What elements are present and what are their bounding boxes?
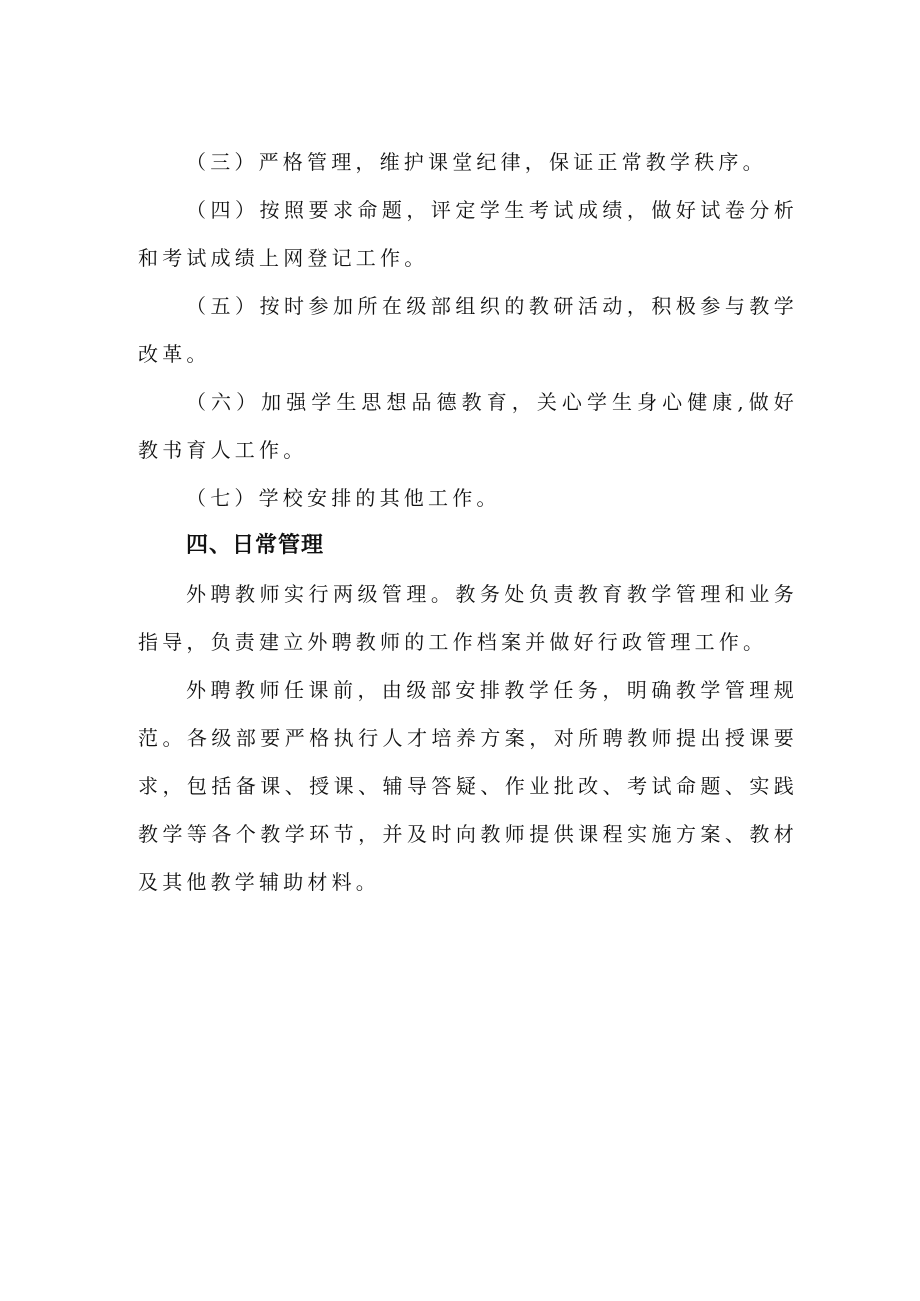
paragraph-duty-3: （三）严格管理，维护课堂纪律，保证正常教学秩序。 — [186, 150, 767, 174]
paragraph-duty-7: （七）学校安排的其他工作。 — [186, 486, 501, 510]
paragraph-duty-4: （四）按照要求命题，评定学生考试成绩，做好试卷分析和考试成绩上网登记工作。 — [138, 198, 798, 270]
paragraph-management-2: 外聘教师任课前，由级部安排教学任务，明确教学管理规范。各级部要严格执行人才培养方案，对所聘教师提出授课要求，包括备课、授课、辅导答疑、作业批改、考试命题、实践教学等各个教学环节，并及时向教师提供课程实施方案、教材及其他教学辅助材料。 — [138, 678, 798, 894]
paragraph-duty-6: （六）加强学生思想品德教育，关心学生身心健康,做好教书育人工作。 — [138, 390, 798, 462]
paragraph-management-1: 外聘教师实行两级管理。教务处负责教育教学管理和业务指导，负责建立外聘教师的工作档案并做好行政管理工作。 — [138, 582, 798, 654]
section-heading: 四、日常管理 — [186, 533, 325, 558]
paragraph-duty-5: （五）按时参加所在级部组织的教研活动，积极参与教学改革。 — [138, 294, 798, 366]
document-body — [138, 138, 798, 906]
